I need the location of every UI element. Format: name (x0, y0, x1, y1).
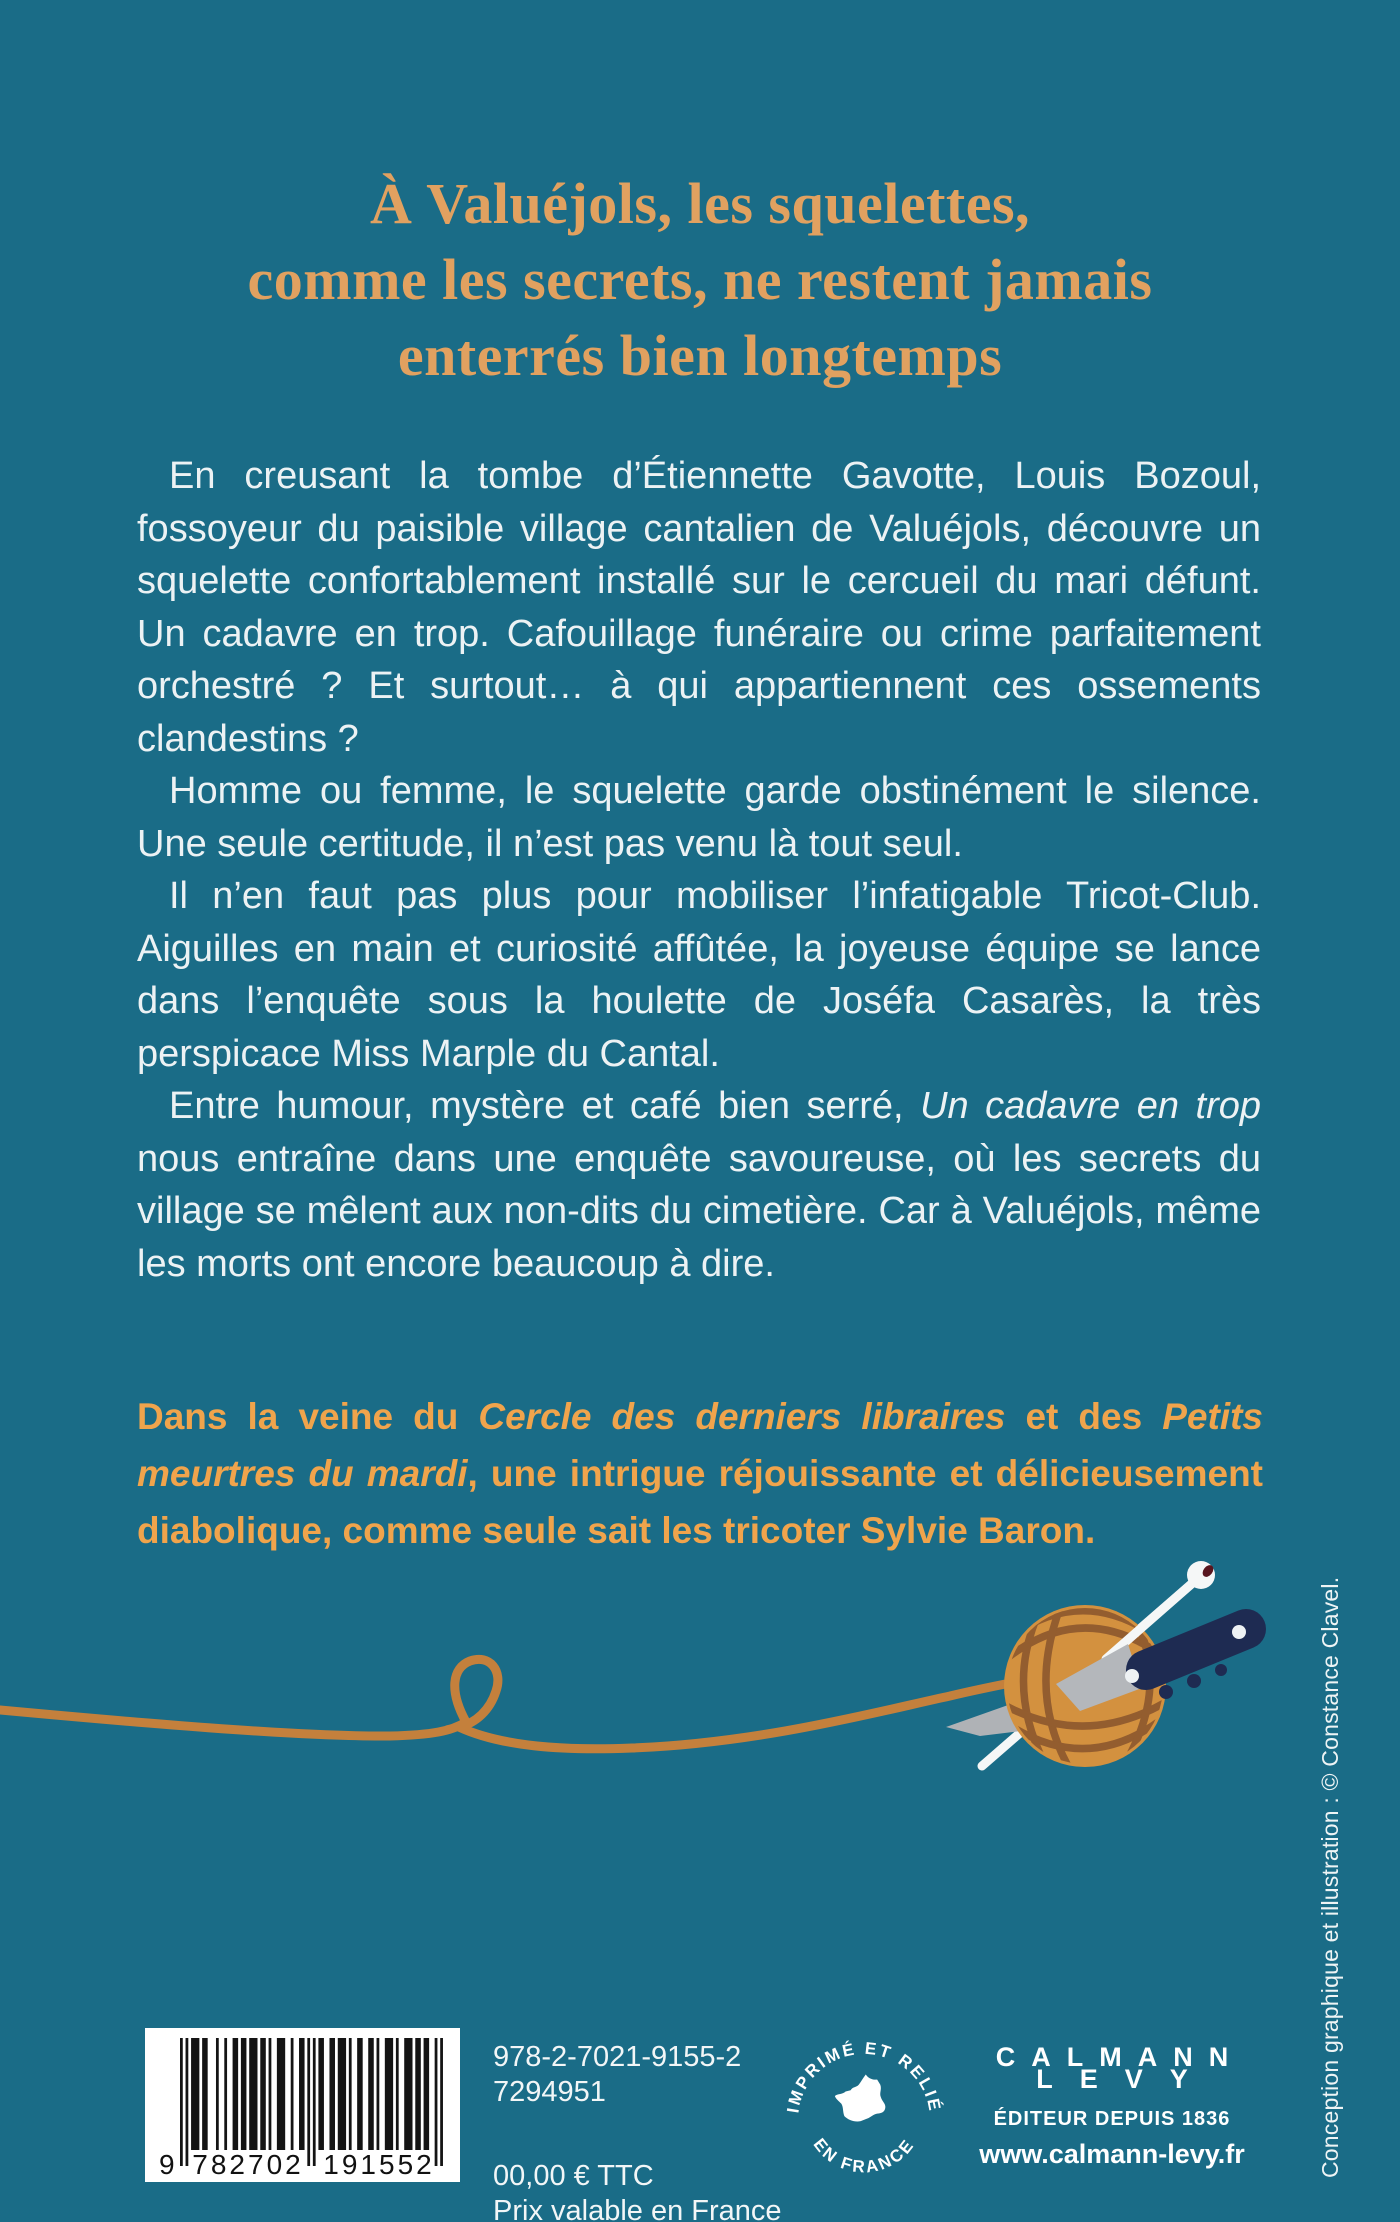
synopsis-paragraph: En creusant la tombe d’Étiennette Gavotte, Louis Bozoul, fossoyeur du paisible village cantalien de Valuéjols, découvre un squelette confortablement installé sur le cercueil du mari défunt. Un cadavre en trop. Cafouillage funéraire ou crime parfaitement orchestré ? Et surtout… à qui appartiennent ces ossements clandestins ? (137, 455, 1261, 760)
stamp-arc-top-text: IMPRIMÉ ET RELIÉ (783, 2038, 945, 2115)
tagline-headline (0, 166, 1400, 394)
barcode-digits-left: 782702 (192, 2149, 304, 2180)
france-map-icon (835, 2075, 885, 2122)
publisher-logo (930, 2042, 1294, 2170)
publisher-name-line2: LEVY (1036, 2064, 1215, 2094)
headline-line: À Valuéjols, les squelettes, (369, 171, 1031, 236)
printed-in-france-stamp (782, 2028, 946, 2192)
synopsis-paragraph: Homme ou femme, le squelette garde obstinément le silence. Une seule certitude, il n’est pas venu là tout seul. (137, 770, 1261, 865)
design-credit: Conception graphique et illustration : © Constance Clavel. (1317, 1576, 1343, 2178)
barcode-digit-lead: 9 (159, 2149, 175, 2180)
stamp-arc-bottom-text: EN FRANCE (809, 2134, 919, 2177)
yarn-knife-illustration (0, 1530, 1400, 1850)
price-note: Prix valable en France (493, 2195, 782, 2222)
barcode-digits-right: 191552 (323, 2149, 435, 2180)
knife-handle (1146, 1629, 1246, 1670)
knitting-needle-head (1187, 1561, 1215, 1589)
synopsis-paragraph: Il n’en faut pas plus pour mobiliser l’infatigable Tricot-Club. Aiguilles en main et curiosité affûtée, la joyeuse équipe se lance dans l’enquête sous la houlette de Joséfa Casarès, la très perspicace Miss Marple du Cantal. (137, 875, 1261, 1075)
publisher-tagline: ÉDITEUR DEPUIS 1836 (993, 2108, 1231, 2130)
review-blurb: Dans la veine du Cercle des derniers libraires et des Petits meurtres du mardi, une intrigue réjouissante et délicieusement diabolique, comme seule sait les tricoter Sylvie Baron. (137, 1396, 1264, 1551)
synopsis-paragraph: Entre humour, mystère et café bien serré, Un cadavre en trop nous entraîne dans une enquête savoureuse, où les secrets du village se mêlent aux non-dits du cimetière. Car à Valuéjols, même les morts ont encore beaucoup à dire. (137, 1085, 1261, 1285)
price: 00,00 € TTC (493, 2160, 654, 2192)
headline-line: comme les secrets, ne restent jamais (247, 247, 1153, 312)
headline-line: enterrés bien longtemps (397, 323, 1003, 388)
isbn-number: 978-2-7021-9155-2 (493, 2041, 742, 2073)
publication-info (493, 2040, 782, 2222)
yarn-thread (0, 1659, 1010, 1748)
knife-rivet (1232, 1625, 1246, 1639)
publisher-name-line1: CALMANN (995, 2042, 1245, 2072)
barcode (145, 2028, 460, 2182)
publisher-website: www.calmann-levy.fr (979, 2139, 1245, 2169)
synopsis-text (137, 450, 1261, 1290)
knife-rivet (1125, 1669, 1139, 1683)
reference-number: 7294951 (493, 2076, 606, 2108)
